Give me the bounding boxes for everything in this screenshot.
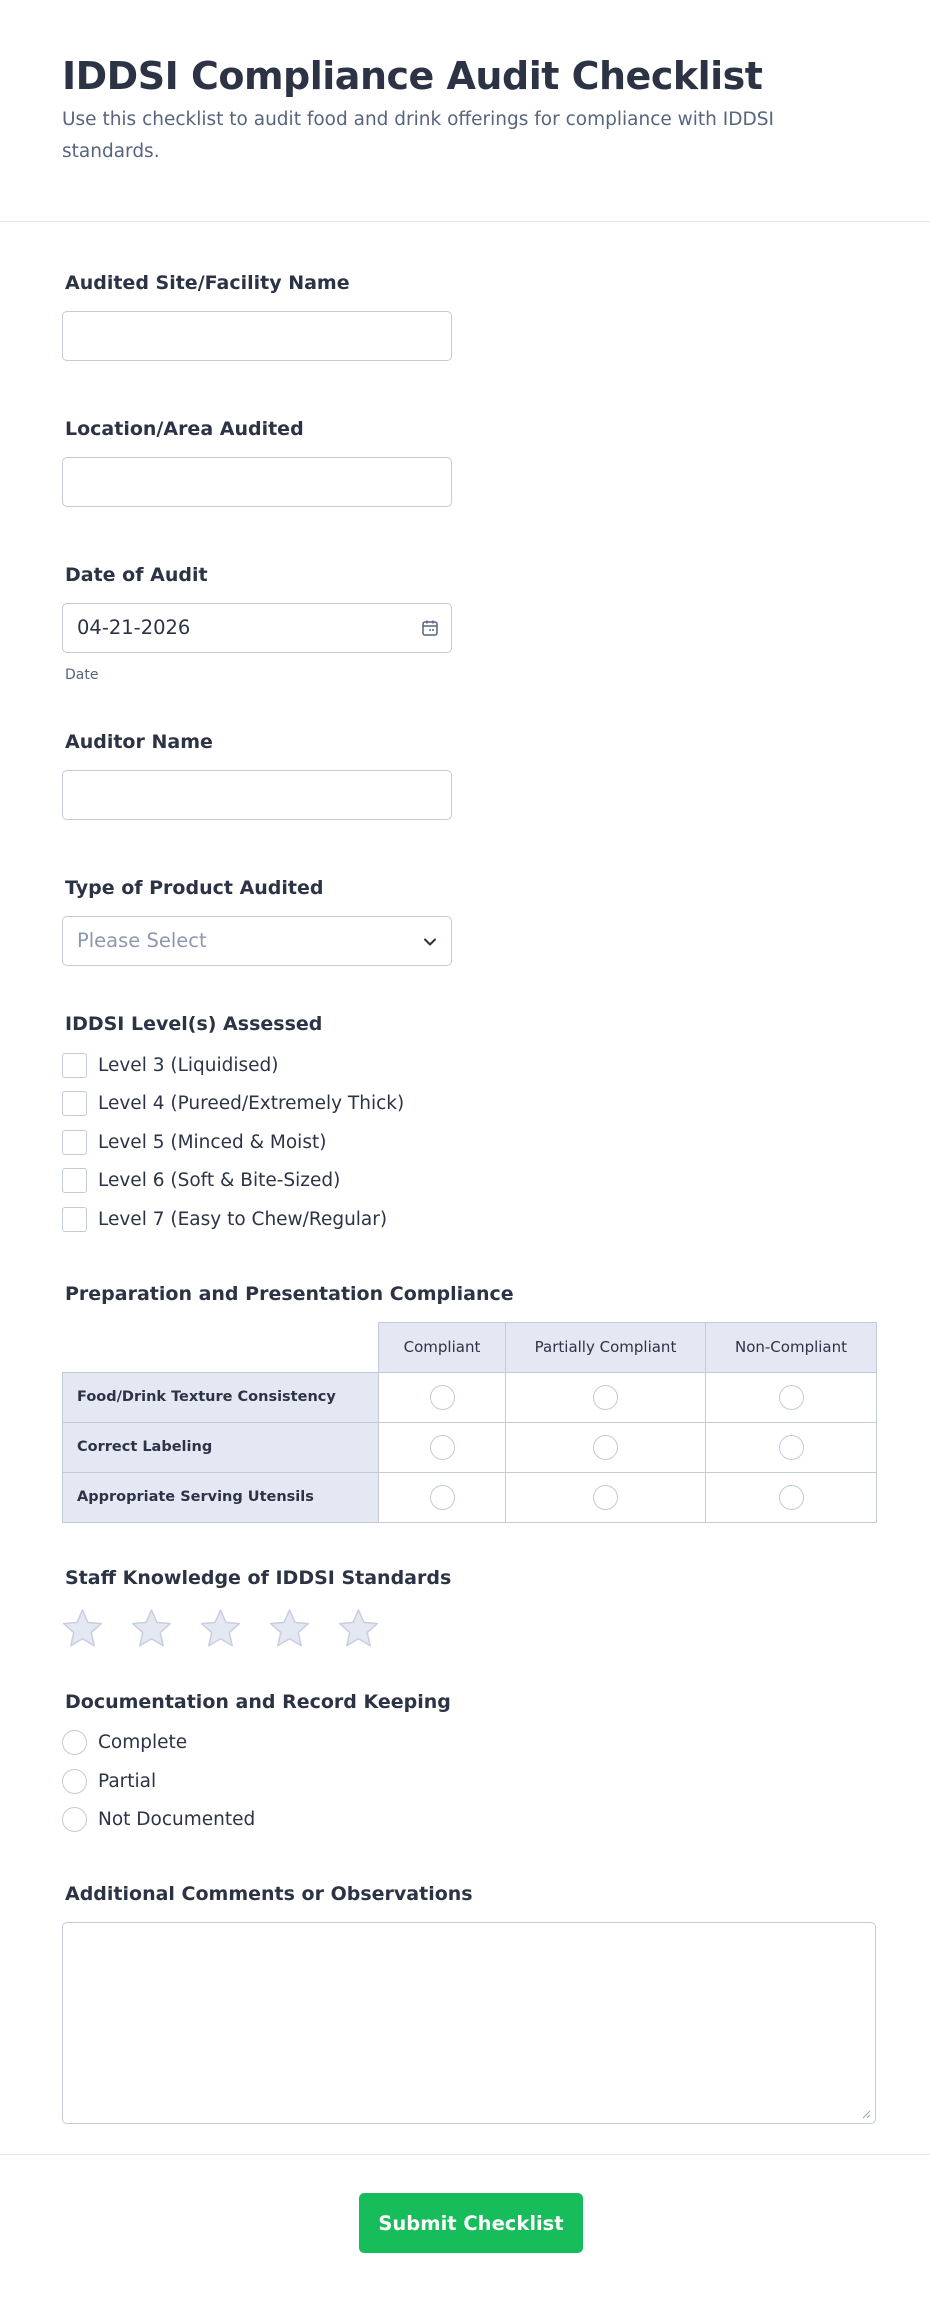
auditor-input[interactable]	[62, 770, 452, 820]
star-icon[interactable]	[269, 1608, 310, 1649]
comments-label: Additional Comments or Observations	[65, 1883, 473, 1905]
product-type-placeholder: Please Select	[77, 929, 207, 952]
checkbox[interactable]	[62, 1207, 87, 1232]
compliance-matrix-field	[62, 1281, 868, 1523]
staff-knowledge-field	[62, 1565, 868, 1649]
site-input[interactable]	[62, 311, 452, 361]
location-label: Location/Area Audited	[65, 418, 304, 440]
matrix-column-header: Partially Compliant	[506, 1322, 706, 1372]
matrix-row-header: Food/Drink Texture Consistency	[63, 1372, 379, 1422]
checkbox-item[interactable]	[62, 1162, 868, 1201]
location-field	[62, 416, 868, 507]
matrix-row	[63, 1472, 877, 1522]
product-type-select[interactable]	[62, 916, 452, 966]
radio-item[interactable]	[62, 1762, 868, 1801]
matrix-column-header: Compliant	[379, 1322, 506, 1372]
product-type-label: Type of Product Audited	[65, 877, 324, 899]
date-label: Date of Audit	[65, 564, 208, 586]
star-icon[interactable]	[131, 1608, 172, 1649]
site-field	[62, 270, 868, 361]
documentation-label: Documentation and Record Keeping	[65, 1690, 451, 1713]
matrix-radio[interactable]	[430, 1435, 455, 1460]
submit-button[interactable]: Submit Checklist	[359, 2193, 583, 2253]
calendar-icon[interactable]	[421, 619, 439, 637]
checkbox-item[interactable]	[62, 1046, 868, 1085]
auditor-field	[62, 729, 868, 820]
matrix-column-header: Non-Compliant	[706, 1322, 877, 1372]
star-icon[interactable]	[338, 1608, 379, 1649]
star-rating	[62, 1608, 868, 1649]
page-subtitle: Use this checklist to audit food and drink offerings for compliance with IDDSI standards.	[62, 109, 774, 162]
levels-list	[62, 1046, 868, 1239]
checkbox[interactable]	[62, 1091, 87, 1116]
radio-item[interactable]	[62, 1724, 868, 1763]
checkbox-label: Level 3 (Liquidised)	[98, 1054, 279, 1076]
levels-label: IDDSI Level(s) Assessed	[65, 1013, 323, 1035]
date-input-value: 04-21-2026	[77, 616, 191, 639]
compliance-matrix-label: Preparation and Presentation Compliance	[65, 1282, 514, 1305]
matrix-radio[interactable]	[779, 1385, 804, 1410]
matrix-radio[interactable]	[430, 1485, 455, 1510]
checkbox-item[interactable]	[62, 1085, 868, 1124]
matrix-radio[interactable]	[593, 1435, 618, 1460]
form-footer	[0, 2154, 930, 2299]
radio-button[interactable]	[62, 1807, 87, 1832]
auditor-label: Auditor Name	[65, 731, 213, 753]
matrix-corner	[63, 1322, 379, 1372]
matrix-radio[interactable]	[779, 1485, 804, 1510]
comments-textarea[interactable]	[62, 1922, 876, 2124]
checkbox[interactable]	[62, 1053, 87, 1078]
checkbox-label: Level 5 (Minced & Moist)	[98, 1131, 327, 1153]
radio-button[interactable]	[62, 1769, 87, 1794]
location-input[interactable]	[62, 457, 452, 507]
page-title: IDDSI Compliance Audit Checklist	[62, 54, 763, 98]
matrix-radio[interactable]	[779, 1435, 804, 1460]
checkbox[interactable]	[62, 1130, 87, 1155]
matrix-row	[63, 1372, 877, 1422]
radio-label: Complete	[98, 1732, 188, 1754]
matrix-row-header: Appropriate Serving Utensils	[63, 1472, 379, 1522]
checkbox[interactable]	[62, 1168, 87, 1193]
date-field	[62, 562, 868, 683]
matrix-radio[interactable]	[430, 1385, 455, 1410]
levels-field	[62, 1011, 868, 1239]
star-icon[interactable]	[62, 1608, 103, 1649]
compliance-matrix	[62, 1322, 877, 1523]
audit-form	[0, 270, 930, 2124]
documentation-options	[62, 1724, 868, 1840]
checkbox-label: Level 6 (Soft & Bite-Sized)	[98, 1170, 341, 1192]
chevron-down-icon	[421, 933, 439, 951]
resize-handle-icon[interactable]	[861, 2109, 871, 2119]
matrix-radio[interactable]	[593, 1385, 618, 1410]
radio-button[interactable]	[62, 1730, 87, 1755]
matrix-row	[63, 1422, 877, 1472]
radio-item[interactable]	[62, 1801, 868, 1840]
checkbox-label: Level 7 (Easy to Chew/Regular)	[98, 1208, 388, 1230]
radio-label: Partial	[98, 1770, 157, 1792]
comments-field	[62, 1881, 868, 2124]
date-input[interactable]	[62, 603, 452, 653]
checkbox-item[interactable]	[62, 1123, 868, 1162]
radio-label: Not Documented	[98, 1809, 256, 1831]
checkbox-label: Level 4 (Pureed/Extremely Thick)	[98, 1093, 405, 1115]
documentation-field	[62, 1689, 868, 1840]
matrix-row-header: Correct Labeling	[63, 1422, 379, 1472]
product-type-field	[62, 875, 868, 966]
checkbox-item[interactable]	[62, 1200, 868, 1239]
site-label: Audited Site/Facility Name	[65, 272, 350, 294]
staff-knowledge-label: Staff Knowledge of IDDSI Standards	[65, 1566, 452, 1589]
star-icon[interactable]	[200, 1608, 241, 1649]
date-sublabel: Date	[65, 667, 99, 683]
matrix-radio[interactable]	[593, 1485, 618, 1510]
form-header	[0, 0, 930, 222]
